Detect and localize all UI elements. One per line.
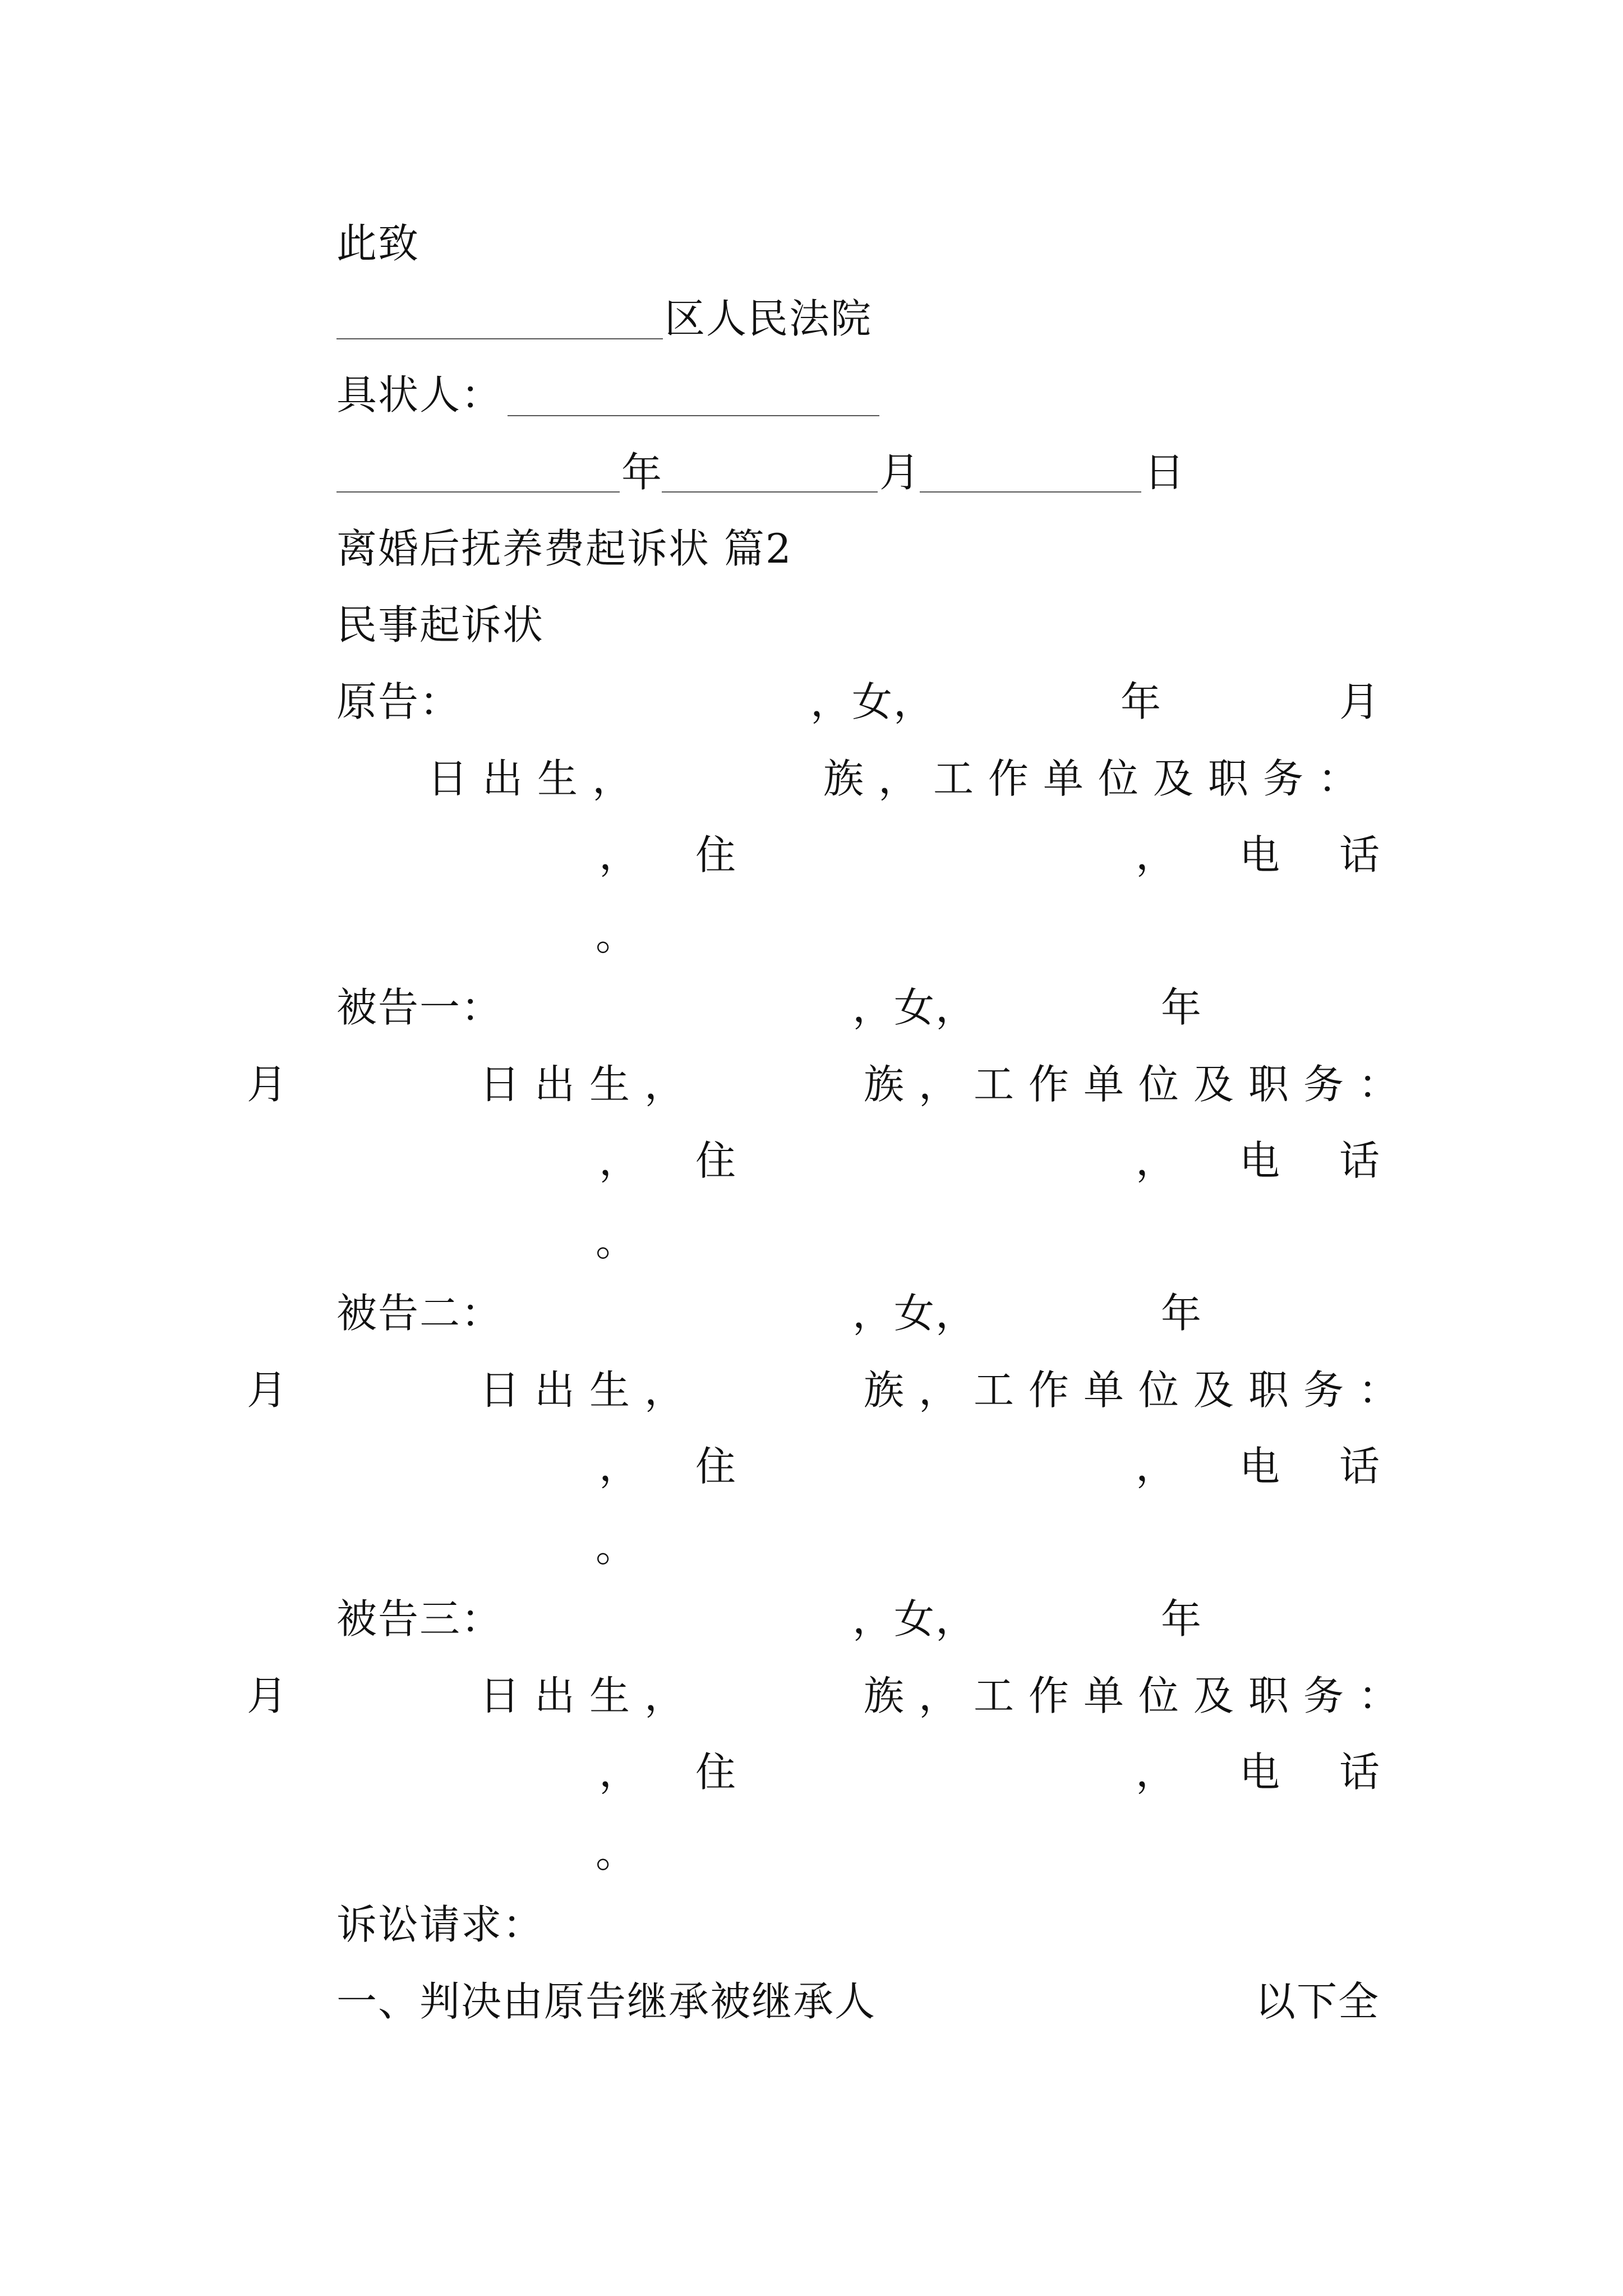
defendant2-comma2: ， [1136,1443,1178,1490]
defendant2-ethnicity-job: 族，工作单位及职务： [864,1366,1414,1414]
defendant1-period: 。 [596,1218,638,1265]
defendant2-birth: 日出生， [479,1366,700,1414]
signer-blank [508,415,879,416]
defendant1-label: 被告一： [336,984,503,1031]
defendant2-address: 住 [695,1443,737,1490]
defendant1-ethnicity-job: 族，工作单位及职务： [864,1061,1414,1108]
date-day-blank [920,491,1141,493]
plaintiff-phone2: 话 [1339,831,1381,878]
plaintiff-comma: ， [599,831,641,878]
court-suffix: 区人民法院 [665,295,873,342]
claim-item-1-start: 一、判决由原告继承被继承人 [336,1978,877,2025]
plaintiff-month: 月 [1339,678,1381,725]
defendant2-phone1: 电 [1239,1443,1281,1490]
section-title: 离婚后抚养费起诉状 篇2 [336,525,792,572]
plaintiff-phone1: 电 [1239,831,1281,878]
date-month-blank [662,491,878,493]
court-name-blank [336,338,663,339]
defendant3-gender: ，女， [852,1595,978,1642]
plaintiff-gender: ，女， [810,678,935,725]
defendant1-year: 年 [1161,984,1203,1031]
defendant1-phone2: 话 [1339,1137,1381,1184]
defendant1-phone1: 电 [1239,1137,1281,1184]
defendant3-phone1: 电 [1239,1749,1281,1796]
signer-label: 具状人： [336,371,503,418]
defendant3-comma2: ， [1136,1749,1178,1796]
defendant3-comma: ， [599,1749,641,1796]
defendant1-address: 住 [695,1137,737,1184]
defendant3-year: 年 [1161,1595,1203,1642]
plaintiff-ethnicity-job: 族，工作单位及职务： [823,755,1373,802]
defendant3-label: 被告三： [336,1595,503,1642]
defendant3-month: 月 [247,1672,289,1719]
plaintiff-year: 年 [1121,678,1163,725]
defendant2-phone2: 话 [1339,1443,1381,1490]
plaintiff-address: 住 [695,831,737,878]
date-year-label: 年 [621,449,663,496]
defendant3-ethnicity-job: 族，工作单位及职务： [864,1672,1414,1719]
defendant2-comma: ， [599,1443,641,1490]
defendant3-birth: 日出生， [479,1672,700,1719]
plaintiff-period: 。 [596,912,638,959]
defendant1-comma2: ， [1136,1137,1178,1184]
salutation: 此致 [336,220,420,267]
defendant1-birth: 日出生， [479,1061,700,1108]
claims-heading: 诉讼请求： [336,1901,545,1948]
date-month-label: 月 [879,449,921,496]
date-day-label: 日 [1144,449,1186,496]
defendant1-comma: ， [599,1137,641,1184]
doc-title: 民事起诉状 [336,601,545,648]
defendant1-month: 月 [247,1061,289,1108]
plaintiff-birth: 日出生， [427,755,648,802]
defendant2-label: 被告二： [336,1290,503,1337]
claim-item-1-end: 以下全 [1255,1978,1380,2025]
defendant1-gender: ，女， [852,984,978,1031]
plaintiff-comma2: ， [1136,831,1178,878]
defendant3-address: 住 [695,1749,737,1796]
defendant3-phone2: 话 [1339,1749,1381,1796]
date-year-blank [336,491,620,493]
defendant2-month: 月 [247,1366,289,1414]
plaintiff-label: 原告： [336,678,462,725]
defendant2-period: 。 [596,1524,638,1571]
defendant2-year: 年 [1161,1290,1203,1337]
defendant3-period: 。 [596,1829,638,1876]
defendant2-gender: ，女， [852,1290,978,1337]
